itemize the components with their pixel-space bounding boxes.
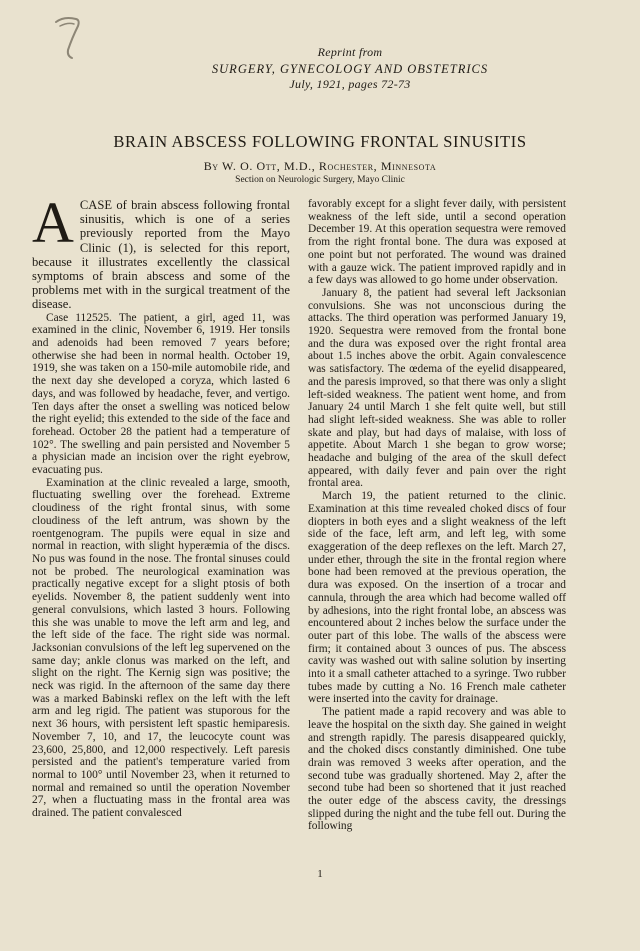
right-column [308, 198, 566, 833]
drop-cap: A [32, 190, 74, 255]
author-affiliation: Section on Neurologic Surgery, Mayo Clinic [235, 175, 405, 185]
author-byline: By W. O. Ott, M.D., Rochester, Minnesota [203, 159, 437, 173]
journal-name: SURGERY, GYNECOLOGY AND OBSTETRICS [211, 62, 489, 76]
opening-paragraph [32, 190, 290, 312]
opening-paragraph-text: CASE of brain abscess following frontal sinusitis, which is one of a series previously reported from the Mayo Clinic (1), is selected for this report, because it illustrates excellently the classical symptoms of brain abscess and some of the problems met with in the surgical treatment of the disease. [32, 198, 290, 312]
page-number: 1 [317, 868, 323, 880]
continued-paragraph: favorably except for a slight fever daily, with persistent weakness of the left side, until a second operation December 19. At this operation sequestra were removed from the right frontal bone. The dura was exposed at one point but not perforated. The wound was drained with a gauze wick. The patient improved rapidly and in a few days was allowed to go home under observation. [308, 198, 566, 287]
handwritten-pencil-mark [50, 6, 90, 61]
recovery-paragraph: The patient made a rapid recovery and was able to leave the hospital on the sixth day. She gained in weight and strength rapidly. The paresis disappeared quickly, and the choked discs constantly diminished. One tube drain was removed 3 weeks after operation, and the second tube was gradually shortened. May 2, after the second tube had been so shortened that it just reached the outer edge of the abscess cavity, the dressings slipped during the night and the tube fell out. During the following [308, 706, 566, 833]
article-title: BRAIN ABSCESS FOLLOWING FRONTAL SINUSITIS [113, 132, 527, 151]
march-paragraph: March 19, the patient returned to the clinic. Examination at this time revealed choked discs of four diopters in both eyes and a slight weakness of the left side of the face, left arm, and left leg, with some exaggeration of the deep reflexes on the left. March 27, under ether, through the site in the frontal region where bone had been removed at the previous operation, the dura was exposed. On the insertion of a trocar and cannula, through the area which had become walled off by adhesions, into the right frontal lobe, an abscess was encountered about 2 inches below the surface under the outer part of this lobe. The walls of the abscess were firm; it contained about 3 ounces of pus. The abscess cavity was washed out with saline solution by inserting into it a small catheter attached to a syringe. Two rubber tubes made by cutting a No. 16 French male catheter were inserted into the cavity for drainage. [308, 490, 566, 706]
publication-date-pages: July, 1921, pages 72-73 [289, 77, 411, 91]
left-column [32, 190, 290, 820]
examination-paragraph: Examination at the clinic revealed a large, smooth, fluctuating swelling over the forehead. Extreme cloudiness of the right frontal sinus, with some cloudiness of the left antrum, was shown by the roentgenogram. The pupils were equal in size and normal in reaction, with slight hyperæmia of the discs. No pus was found in the nose. The frontal sinuses could not be probed. The neurological examination was practically negative except for a slight ptosis of both eyelids. November 8, the patient suddenly went into general convulsions, which lasted 3 hours. Following this she was unable to move the left arm and leg, and the left side of the face. The right side was normal. Jacksonian convulsions of the left leg supervened on the same day; ankle clonus was marked on the left, and slight on the right. The Kernig sign was positive; the neck was rigid. In the afternoon of the same day there was a marked Babinski reflex on the left with the left arm and leg rigid. The patient was stuporous for the next 36 hours, with persistent left spastic hemiparesis. November 7, 10, and 17, the leucocyte count was 23,600, 25,800, and 12,000 respectively. Left paresis persisted and the patient's temperature varied from normal to 100° until November 23, when it returned to normal and remained so until the operation November 27, when a fluctuating mass in the frontal area was drained. The patient convalesced [32, 476, 290, 820]
january-paragraph: January 8, the patient had several left Jacksonian convulsions. She was not unconscious during the attacks. The third operation was performed January 19, 1920. Sequestra were removed from the frontal bone and the dura was exposed over the right frontal area about 1.5 inches above the orbit. Again convalescence was satisfactory. The œdema of the eyelid disappeared, and the paresis improved, so that there was only a slight left-sided weakness. The patient went home, and from January 24 until March 1 she felt quite well, but still had slight left-sided weakness. She was able to roller skate and play, but had days of malaise, with loss of appetite. About March 1 she began to grow worse; headache and bulging of the area of the skull defect appeared, with daily fever and pain over the right frontal area. [308, 286, 566, 490]
reprint-notice: Reprint from [317, 45, 383, 59]
case-history-paragraph: Case 112525. The patient, a girl, aged 11, was examined in the clinic, November 6, 1919. Her tonsils and adenoids had been removed 7 years before; otherwise she had been in normal health. October 19, 1919, she was taken on a 150-mile automobile ride, and the next day she developed a coryza, which lasted 6 days, and was followed by headache, fever, and vertigo. Ten days after the onset a swelling was noticed below the right eyelid; this extended to the side of the face and forehead. October 28 the patient had a temperature of 102°. The swelling and pain persisted and November 5 a physician made an incision over the right eyebrow, evacuating pus. [32, 311, 290, 477]
